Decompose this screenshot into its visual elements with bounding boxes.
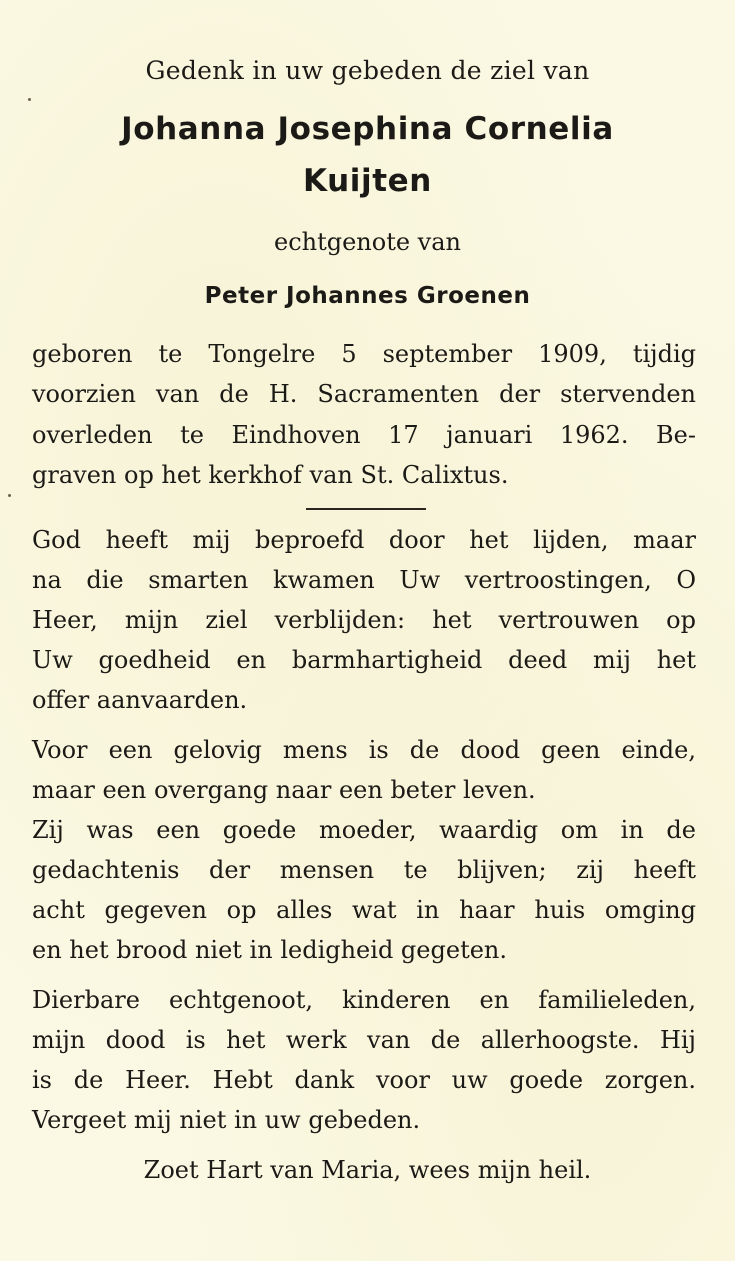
prayer-line: Heer, mijn ziel verblijden: het vertrouwen op [32,606,696,634]
deceased-name-line-2: Kuijten [303,163,432,199]
prayer-line: is de Heer. Hebt dank voor uw goede zorgen. [32,1066,696,1094]
prayer-line: maar een overgang naar een beter leven. [32,776,536,804]
prayer-line: en het brood niet in ledigheid gegeten. [32,936,507,964]
spouse-label: echtgenote van [273,228,462,256]
biography-line: voorzien van de H. Sacramenten der stervenden [32,380,696,408]
closing-invocation: Zoet Hart van Maria, wees mijn heil. [143,1156,592,1184]
prayer-line: Uw goedheid en barmhartigheid deed mij het [32,646,696,674]
prayer-line: Zij was een goede moeder, waardig om in de [32,816,696,844]
prayer-line: Voor een gelovig mens is de dood geen einde, [32,736,696,764]
print-speck [8,494,11,497]
prayer-line: God heeft mij beproefd door het lijden, maar [32,526,696,554]
biography-line: graven op het kerkhof van St. Calixtus. [32,461,509,489]
prayer-line: Vergeet mij niet in uw gebeden. [32,1106,421,1134]
deceased-name-line-1: Johanna Josephina Cornelia [121,111,614,147]
divider-rule [306,508,426,510]
print-speck [28,98,31,101]
prayer-line: offer aanvaarden. [32,686,248,714]
prayer-line: mijn dood is het werk van de allerhoogste. Hij [32,1026,696,1054]
prayer-line: na die smarten kwamen Uw vertroostingen, O [32,566,696,594]
spouse-name: Peter Johannes Groenen [204,283,531,309]
prayer-line: Dierbare echtgenoot, kinderen en familieleden, [32,986,696,1014]
prayer-line: gedachtenis der mensen te blijven; zij heeft [32,856,696,884]
prayer-line: acht gegeven op alles wat in haar huis omging [32,896,696,924]
biography-line: overleden te Eindhoven 17 januari 1962. Be- [32,421,696,449]
intro-text: Gedenk in uw gebeden de ziel van [145,56,590,85]
biography-line: geboren te Tongelre 5 september 1909, tijdig [32,340,696,368]
